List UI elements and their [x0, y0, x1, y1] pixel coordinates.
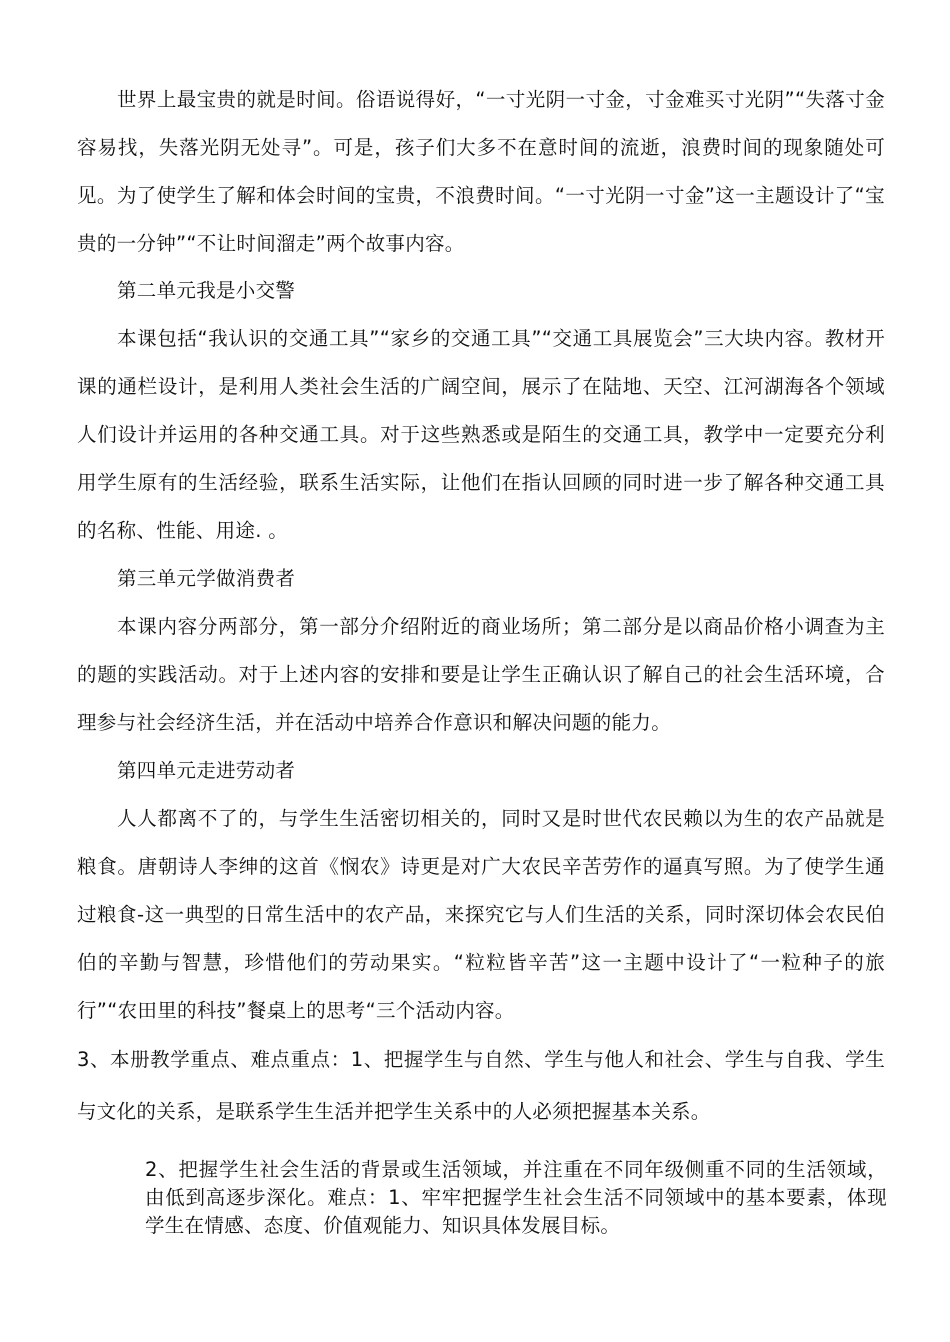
unit3-heading: 第三单元学做消费者	[117, 567, 296, 590]
paragraph-unit4: 人人都离不了的，与学生生活密切相关的，同时又是时世代农民赖以为生的农产品就是粮食。唐朝诗人李绅的这首《悯农》诗更是对广大农民辛苦劳作的逼真写照。为了使学生通过粮食-这一典型的日常生活中的农产品，来探究它与人们生活的关系，同时深切体会农民伯伯的辛勤与智慧，珍惜他们的劳动果实。“粒粒皆辛苦”这一主题中设计了“一粒种子的旅行”“农田里的科技”餐桌上的思考“三个活动内容。	[77, 807, 885, 1022]
paragraph-time: 世界上最宝贵的就是时间。俗语说得好，“一寸光阴一寸金，寸金难买寸光阴”“失落寸金容易找，失落光阴无处寻”。可是，孩子们大多不在意时间的流逝，浪费时间的现象随处可见。为了使学生了解和体会时间的宝贵，不浪费时间。“一寸光阴一寸金”这一主题设计了“宝贵的一分钟”“不让时间溜走”两个故事内容。	[77, 88, 885, 255]
unit4-heading: 第四单元走进劳动者	[117, 759, 296, 782]
unit2-heading: 第二单元我是小交警	[117, 279, 296, 302]
paragraph-unit3: 本课内容分两部分，第一部分介绍附近的商业场所；第二部分是以商品价格小调查为主的题的实践活动。对于上述内容的安排和要是让学生正确认识了解自己的社会生活环境，合理参与社会经济生活，并在活动中培养合作意识和解决问题的能力。	[77, 615, 885, 734]
paragraph-unit2: 本课包括“我认识的交通工具”“家乡的交通工具”“交通工具展览会”三大块内容。教材开课的通栏设计，是利用人类社会生活的广阔空间，展示了在陆地、天空、江河湖海各个领域人们设计并运用的各种交通工具。对于这些熟悉或是陌生的交通工具，教学中一定要充分利用学生原有的生活经验，联系生活实际，让他们在指认回顾的同时进一步了解各种交通工具的名称、性能、用途. 。	[77, 327, 885, 542]
paragraph-section3: 3、本册教学重点、难点重点：1、把握学生与自然、学生与他人和社会、学生与自我、学生与文化的关系，是联系学生生活并把学生关系中的人必须把握基本关系。	[77, 1048, 885, 1123]
paragraph-point2: 2、把握学生社会生活的背景或生活领域，并注重在不同年级侧重不同的生活领域，由低到高逐步深化。难点：1、牢牢把握学生社会生活不同领域中的基本要素，体现学生在情感、态度、价值观能力、知识具体发展目标。	[145, 1158, 887, 1237]
